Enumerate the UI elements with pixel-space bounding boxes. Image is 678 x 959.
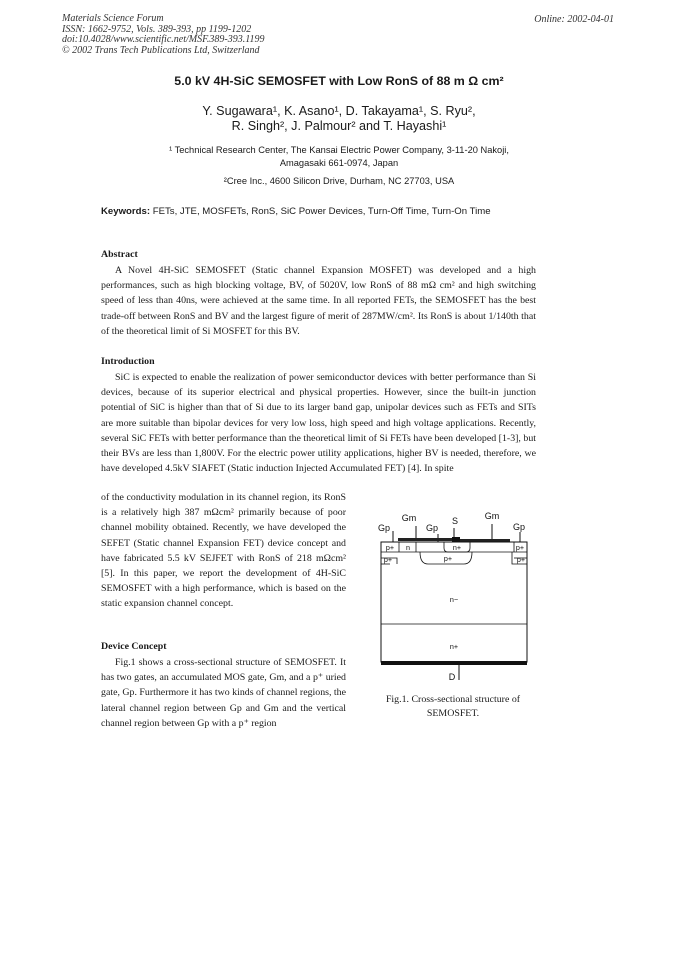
doi-link[interactable]: doi:10.4028/www.scientific.net/MSF.389-393.1199	[62, 34, 265, 45]
figure-caption-line-1: Fig.1. Cross-sectional structure of	[385, 694, 521, 705]
keywords-text: FETs, JTE, MOSFETs, RonS, SiC Power Devices, Turn-Off Time, Turn-On Time	[152, 206, 491, 217]
terminal-gm-left: Gm	[401, 513, 417, 523]
figure-caption-line-2: SEMOSFET.	[426, 708, 480, 719]
terminal-s: S	[451, 516, 459, 526]
affiliation-1-line-2: Amagasaki 661-0974, Japan	[279, 157, 399, 168]
region-p-plus-c: p+	[383, 555, 393, 564]
abstract-text: A Novel 4H-SiC SEMOSFET (Static channel Expansion MOSFET) was developed and a high performances, such as high blocking voltage, BV, of 5020V, low RonS of 88 mΩ cm² and high switching speed of less than 40ns, were achieved at the same time. In all reported FETs, the SEMOSFET has the best trade-off between RonS and BV and the largest figure of merit of 287MW/cm². Its RonS is about 1/140th that of the theoretical limit of Si MOSFET for this BV.	[101, 265, 536, 337]
introduction-text: SiC is expected to enable the realization of power semiconductor devices with better performance than Si devices, because of its superior electrical and physical properties. However, since the built-in junction potential of SiC is higher than that of Si due to its larger band gap, unipolar devices such as FETs and SITs are more suitable than bipolar devices for very low loss, high speed and high voltage applications. Recently, several SiC FETs with better performance than the theoretical limit of Si FETs have been developed [1-3], but their BVs are less than 1,800V. For the electric power utility applications, higher BV is needed, therefore, we have developed 4.5kV SIAFET (Static induction Injected Accumulated FET) [4]. In spite	[101, 372, 536, 475]
keywords-label: Keywords:	[101, 206, 151, 217]
terminal-gp-mid: Gp	[425, 523, 439, 533]
terminal-gp-left: Gp	[377, 523, 391, 533]
journal-header	[62, 14, 265, 56]
device-concept-text: Fig.1 shows a cross-sectional structure of SEMOSFET. It has two gates, an accumulated MOS gate, Gm, and a p⁺ uried gate, Gp. Furthermore it has two kinds of channel regions, the lateral channel region between Gp and Gm and the vertical channel region between Gp with a p⁺ region	[101, 657, 346, 729]
introduction-body	[101, 370, 536, 476]
abstract-heading: Abstract	[101, 249, 138, 260]
introduction-column-text: of the conductivity modulation in its channel region, its RonS is a relatively high 387 mΩcm² primarily because of poor channel mobility obtained. Recently, we have developed the SEFET (Static channel Expansion FET) device concept and have fabricated 5.5 kV SEJFET with RonS of 218 mΩcm² [5]. In this paper, we report the development of 4H-SiC SEMOSFET with a high performance, which is based on the static expansion channel concept.	[101, 492, 346, 610]
semosfet-cross-section-diagram	[368, 504, 540, 694]
author-line-2: R. Singh², J. Palmour² and T. Hayashi¹	[231, 119, 447, 133]
online-date: Online: 2002-04-01	[534, 14, 614, 25]
copyright-line: © 2002 Trans Tech Publications Ltd, Switzerland	[62, 44, 260, 56]
drain-metal	[381, 661, 527, 665]
region-n-channel: n	[406, 543, 410, 552]
region-n-plus-substrate: n+	[449, 642, 459, 651]
paper-title: 5.0 kV 4H-SiC SEMOSFET with Low RonS of 88 m Ω cm²	[174, 74, 504, 88]
region-p-plus-d: p+	[516, 555, 526, 564]
region-n-minus-drift: n−	[449, 595, 459, 604]
gate-metal-left	[398, 538, 454, 541]
source-contact	[452, 537, 460, 542]
affiliation-2: ²Cree Inc., 4600 Silicon Drive, Durham, NC 27703, USA	[223, 176, 455, 186]
terminal-d: D	[448, 672, 456, 682]
device-concept-heading: Device Concept	[101, 641, 167, 652]
figure-caption	[364, 693, 542, 721]
keywords	[101, 206, 491, 217]
device-concept-body	[101, 655, 346, 731]
author-line-1: Y. Sugawara¹, K. Asano¹, D. Takayama¹, S. Ryu²,	[202, 104, 476, 118]
affiliation-1-line-1: ¹ Technical Research Center, The Kansai Electric Power Company, 3-11-20 Nakoji,	[169, 145, 509, 155]
author-list	[0, 104, 678, 134]
affiliations	[0, 144, 678, 188]
region-p-plus-b: p+	[515, 543, 525, 552]
issn-line: ISSN: 1662-9752, Vols. 389-393, pp 1199-1202	[62, 23, 252, 35]
region-p-plus-buried: p+	[443, 554, 453, 563]
introduction-column	[101, 490, 346, 612]
abstract-body	[101, 263, 536, 339]
region-p-plus-a: p+	[385, 543, 395, 552]
terminal-gp-right: Gp	[512, 522, 526, 532]
region-n-plus-source: n+	[452, 543, 462, 552]
introduction-heading: Introduction	[101, 356, 155, 367]
journal-name: Materials Science Forum	[62, 13, 164, 24]
terminal-gm-right: Gm	[484, 511, 500, 521]
